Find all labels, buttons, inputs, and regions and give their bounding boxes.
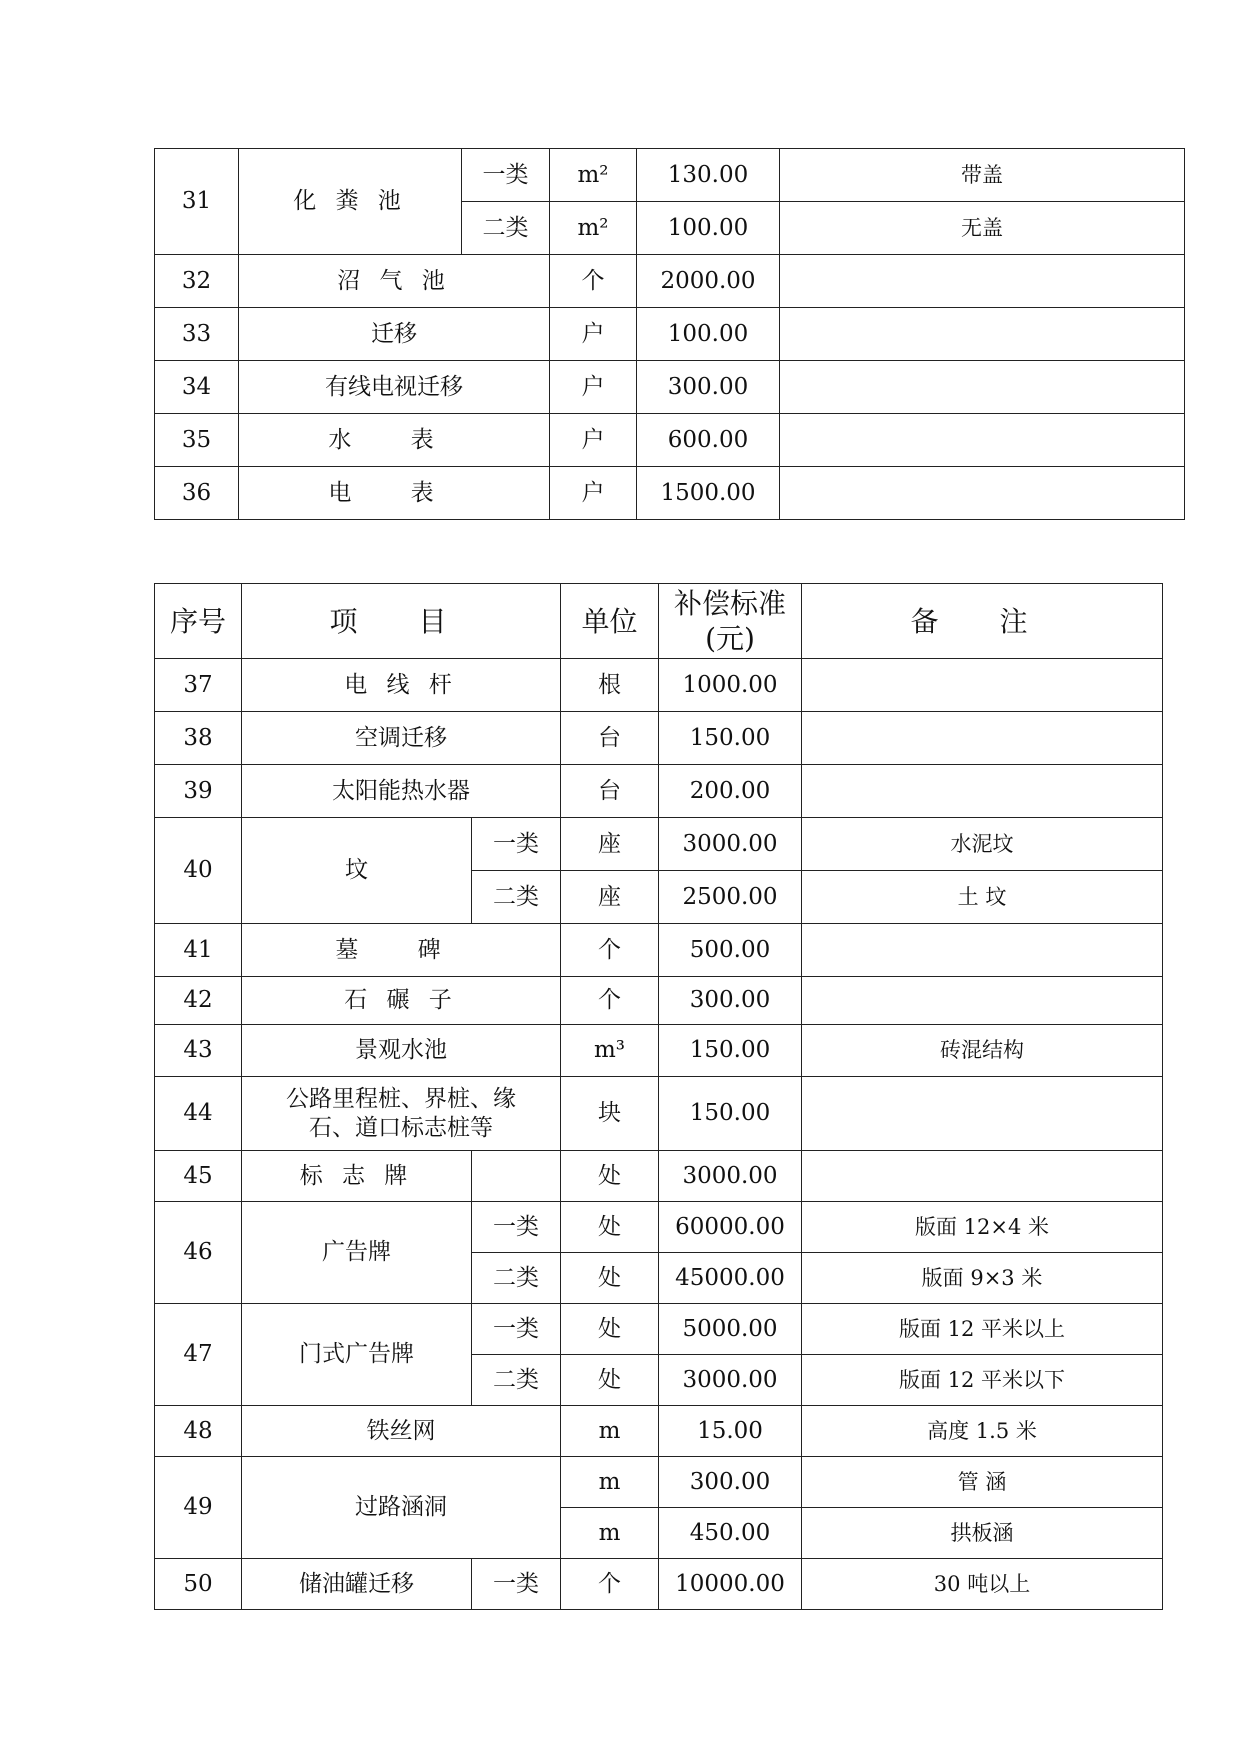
table-row [155, 467, 1185, 520]
row-number: 32 [155, 255, 239, 308]
unit-cell: 块 [561, 1077, 659, 1151]
row-number: 40 [155, 818, 242, 924]
table-row [155, 361, 1185, 414]
table-row [155, 977, 1163, 1025]
table-row [155, 1559, 1163, 1610]
row-number: 46 [155, 1202, 242, 1304]
price-cell: 3000.00 [659, 1151, 802, 1202]
note-cell [780, 255, 1185, 308]
item-subtype: 一类 [472, 818, 561, 871]
unit-cell: m³ [561, 1025, 659, 1077]
item-name: 过路涵洞 [242, 1457, 561, 1559]
unit-cell: 处 [561, 1355, 659, 1406]
unit-cell: 户 [550, 467, 637, 520]
header-price: 补偿标准(元) [659, 584, 802, 659]
table-row [155, 765, 1163, 818]
unit-cell: 户 [550, 308, 637, 361]
table-row [155, 712, 1163, 765]
unit-cell: 台 [561, 712, 659, 765]
row-number: 38 [155, 712, 242, 765]
price-cell: 100.00 [637, 308, 780, 361]
unit-cell: m [561, 1406, 659, 1457]
note-cell: 版面 9×3 米 [802, 1253, 1163, 1304]
item-name: 太阳能热水器 [242, 765, 561, 818]
item-name: 空调迁移 [242, 712, 561, 765]
item-subtype: 二类 [472, 871, 561, 924]
price-cell: 150.00 [659, 712, 802, 765]
unit-cell: 根 [561, 659, 659, 712]
price-cell: 1000.00 [659, 659, 802, 712]
price-cell: 130.00 [637, 149, 780, 202]
table-row [155, 924, 1163, 977]
price-cell: 100.00 [637, 202, 780, 255]
header-item: 项 目 [242, 584, 561, 659]
price-cell: 2500.00 [659, 871, 802, 924]
note-cell: 砖混结构 [802, 1025, 1163, 1077]
item-name: 储油罐迁移 [242, 1559, 472, 1610]
row-number: 37 [155, 659, 242, 712]
table-row [155, 1151, 1163, 1202]
item-subtype [472, 1151, 561, 1202]
item-name: 墓 碑 [242, 924, 561, 977]
note-cell [802, 924, 1163, 977]
note-cell: 版面 12 平米以下 [802, 1355, 1163, 1406]
note-cell: 水泥坟 [802, 818, 1163, 871]
unit-cell: m² [550, 149, 637, 202]
unit-cell: 户 [550, 414, 637, 467]
note-cell: 土 坟 [802, 871, 1163, 924]
note-cell: 30 吨以上 [802, 1559, 1163, 1610]
unit-cell: m [561, 1457, 659, 1508]
note-cell: 版面 12×4 米 [802, 1202, 1163, 1253]
item-subtype: 二类 [472, 1355, 561, 1406]
note-cell: 带盖 [780, 149, 1185, 202]
note-cell: 无盖 [780, 202, 1185, 255]
price-cell: 2000.00 [637, 255, 780, 308]
price-cell: 3000.00 [659, 818, 802, 871]
table-row [155, 414, 1185, 467]
header-note: 备 注 [802, 584, 1163, 659]
note-cell: 管 涵 [802, 1457, 1163, 1508]
table-row [155, 1202, 1163, 1253]
note-cell [780, 467, 1185, 520]
price-cell: 45000.00 [659, 1253, 802, 1304]
price-cell: 10000.00 [659, 1559, 802, 1610]
price-cell: 5000.00 [659, 1304, 802, 1355]
row-number: 47 [155, 1304, 242, 1406]
row-number: 41 [155, 924, 242, 977]
unit-cell: 处 [561, 1253, 659, 1304]
unit-cell: 个 [561, 1559, 659, 1610]
row-number: 45 [155, 1151, 242, 1202]
note-cell [802, 1151, 1163, 1202]
unit-cell: 户 [550, 361, 637, 414]
note-cell [802, 977, 1163, 1025]
item-name: 广告牌 [242, 1202, 472, 1304]
table-row [155, 1304, 1163, 1355]
price-cell: 450.00 [659, 1508, 802, 1559]
item-name: 铁丝网 [242, 1406, 561, 1457]
table-row [155, 255, 1185, 308]
note-cell [780, 414, 1185, 467]
price-cell: 150.00 [659, 1025, 802, 1077]
table-row [155, 1406, 1163, 1457]
unit-cell: 处 [561, 1151, 659, 1202]
unit-cell: 座 [561, 871, 659, 924]
table-row [155, 149, 1185, 202]
unit-cell: m² [550, 202, 637, 255]
note-cell [780, 361, 1185, 414]
price-cell: 300.00 [659, 1457, 802, 1508]
item-subtype: 一类 [462, 149, 550, 202]
item-name: 石 碾 子 [242, 977, 561, 1025]
row-number: 39 [155, 765, 242, 818]
price-cell: 60000.00 [659, 1202, 802, 1253]
item-name: 标 志 牌 [242, 1151, 472, 1202]
row-number: 36 [155, 467, 239, 520]
item-subtype: 一类 [472, 1202, 561, 1253]
compensation-table-2 [154, 583, 1163, 1610]
note-cell [802, 659, 1163, 712]
item-name: 电 表 [239, 467, 550, 520]
item-subtype: 二类 [462, 202, 550, 255]
note-cell: 版面 12 平米以上 [802, 1304, 1163, 1355]
table-row [155, 1077, 1163, 1151]
note-cell: 高度 1.5 米 [802, 1406, 1163, 1457]
price-cell: 3000.00 [659, 1355, 802, 1406]
item-name: 沼 气 池 [239, 255, 550, 308]
price-cell: 300.00 [659, 977, 802, 1025]
item-name: 门式广告牌 [242, 1304, 472, 1406]
note-cell [802, 765, 1163, 818]
row-number: 33 [155, 308, 239, 361]
item-name: 迁移 [239, 308, 550, 361]
compensation-table-1 [154, 148, 1185, 520]
table-header-row [155, 584, 1163, 659]
header-unit: 单位 [561, 584, 659, 659]
item-subtype: 二类 [472, 1253, 561, 1304]
unit-cell: 个 [561, 977, 659, 1025]
item-name: 水 表 [239, 414, 550, 467]
item-subtype: 一类 [472, 1304, 561, 1355]
unit-cell: 处 [561, 1202, 659, 1253]
row-number: 43 [155, 1025, 242, 1077]
table-row [155, 818, 1163, 871]
table-row [155, 659, 1163, 712]
price-cell: 1500.00 [637, 467, 780, 520]
row-number: 31 [155, 149, 239, 255]
note-cell [802, 712, 1163, 765]
price-cell: 15.00 [659, 1406, 802, 1457]
item-name: 坟 [242, 818, 472, 924]
price-cell: 300.00 [637, 361, 780, 414]
item-name: 电 线 杆 [242, 659, 561, 712]
note-cell [780, 308, 1185, 361]
price-cell: 600.00 [637, 414, 780, 467]
note-cell: 拱板涵 [802, 1508, 1163, 1559]
unit-cell: 座 [561, 818, 659, 871]
row-number: 34 [155, 361, 239, 414]
row-number: 48 [155, 1406, 242, 1457]
price-cell: 500.00 [659, 924, 802, 977]
item-name: 公路里程桩、界桩、缘石、道口标志桩等 [242, 1077, 561, 1151]
unit-cell: 处 [561, 1304, 659, 1355]
unit-cell: 个 [550, 255, 637, 308]
row-number: 49 [155, 1457, 242, 1559]
row-number: 35 [155, 414, 239, 467]
table-row [155, 1457, 1163, 1508]
item-name: 有线电视迁移 [239, 361, 550, 414]
unit-cell: 台 [561, 765, 659, 818]
row-number: 50 [155, 1559, 242, 1610]
table-row [155, 308, 1185, 361]
unit-cell: m [561, 1508, 659, 1559]
row-number: 42 [155, 977, 242, 1025]
note-cell [802, 1077, 1163, 1151]
unit-cell: 个 [561, 924, 659, 977]
header-number: 序号 [155, 584, 242, 659]
row-number: 44 [155, 1077, 242, 1151]
item-subtype: 一类 [472, 1559, 561, 1610]
item-name: 景观水池 [242, 1025, 561, 1077]
price-cell: 150.00 [659, 1077, 802, 1151]
item-name: 化 粪 池 [239, 149, 462, 255]
price-cell: 200.00 [659, 765, 802, 818]
table-row [155, 1025, 1163, 1077]
